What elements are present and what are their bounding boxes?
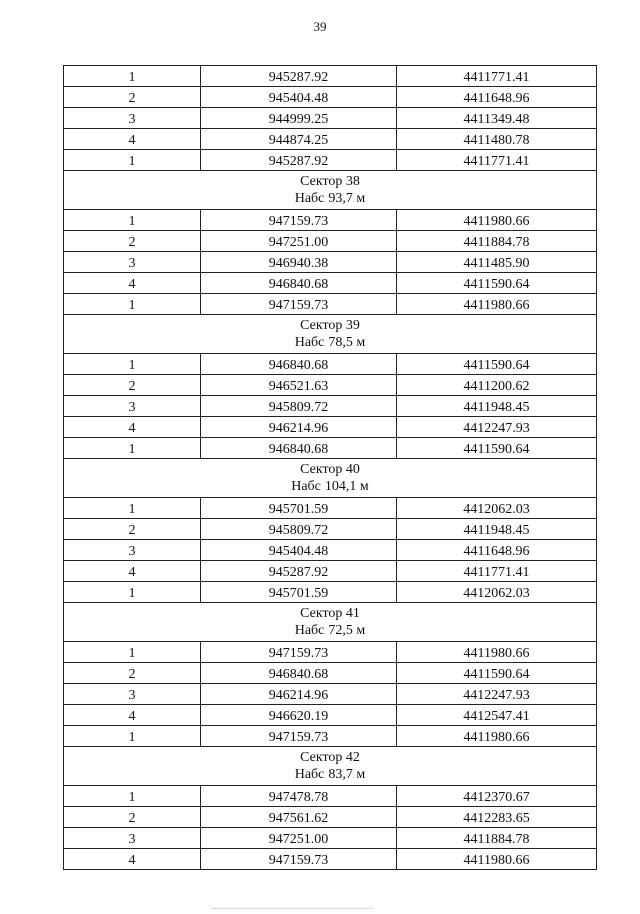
table-row (64, 150, 597, 171)
table-row (64, 210, 597, 231)
sector-height-value: 104,1 м (324, 479, 369, 494)
table-row (64, 66, 597, 87)
page-number: 39 (313, 19, 327, 34)
x-coordinate-cell: 946214.96 (201, 684, 397, 705)
sector-header-row (64, 603, 597, 642)
table-row (64, 540, 597, 561)
sector-title: Сектор 38 (300, 174, 360, 189)
sector-title: Сектор 41 (300, 606, 360, 621)
point-number-cell: 2 (64, 87, 201, 108)
y-coordinate-cell: 4411884.78 (397, 231, 597, 252)
sector-height (64, 334, 596, 351)
table-row (64, 231, 597, 252)
sector-header-cell (64, 747, 597, 786)
x-coordinate-cell: 947561.62 (201, 807, 397, 828)
table-row (64, 726, 597, 747)
y-coordinate-cell: 4411980.66 (397, 210, 597, 231)
table-row (64, 129, 597, 150)
table-row (64, 828, 597, 849)
table-row (64, 87, 597, 108)
y-coordinate-cell: 4411480.78 (397, 129, 597, 150)
table-row (64, 108, 597, 129)
point-number-cell: 3 (64, 684, 201, 705)
point-number-cell: 4 (64, 849, 201, 870)
coordinates-table-body (64, 66, 597, 870)
y-coordinate-cell: 4412283.65 (397, 807, 597, 828)
sector-header-cell (64, 315, 597, 354)
point-number-cell: 3 (64, 252, 201, 273)
coordinates-table (63, 65, 597, 870)
y-coordinate-cell: 4411980.66 (397, 726, 597, 747)
sector-header-row (64, 459, 597, 498)
point-number-cell: 3 (64, 540, 201, 561)
table-row (64, 438, 597, 459)
sector-height-value: 93,7 м (328, 191, 366, 206)
x-coordinate-cell: 946840.68 (201, 354, 397, 375)
x-coordinate-cell: 946521.63 (201, 375, 397, 396)
point-number-cell: 3 (64, 396, 201, 417)
point-number-cell: 3 (64, 108, 201, 129)
table-row (64, 849, 597, 870)
sector-height-label: Набс (291, 479, 321, 494)
table-row (64, 375, 597, 396)
table-row (64, 705, 597, 726)
x-coordinate-cell: 947159.73 (201, 294, 397, 315)
x-coordinate-cell: 946620.19 (201, 705, 397, 726)
y-coordinate-cell: 4411590.64 (397, 273, 597, 294)
point-number-cell: 1 (64, 786, 201, 807)
x-coordinate-cell: 945701.59 (201, 582, 397, 603)
scan-edge-mark (212, 908, 372, 909)
sector-header-cell (64, 171, 597, 210)
x-coordinate-cell: 945287.92 (201, 561, 397, 582)
table-row (64, 417, 597, 438)
table-row (64, 582, 597, 603)
y-coordinate-cell: 4411980.66 (397, 849, 597, 870)
x-coordinate-cell: 946214.96 (201, 417, 397, 438)
y-coordinate-cell: 4412547.41 (397, 705, 597, 726)
y-coordinate-cell: 4411771.41 (397, 561, 597, 582)
x-coordinate-cell: 947159.73 (201, 642, 397, 663)
point-number-cell: 3 (64, 828, 201, 849)
x-coordinate-cell: 945287.92 (201, 150, 397, 171)
y-coordinate-cell: 4412062.03 (397, 498, 597, 519)
table-row (64, 684, 597, 705)
point-number-cell: 1 (64, 150, 201, 171)
x-coordinate-cell: 944874.25 (201, 129, 397, 150)
y-coordinate-cell: 4411485.90 (397, 252, 597, 273)
sector-header-row (64, 171, 597, 210)
table-row (64, 498, 597, 519)
point-number-cell: 2 (64, 519, 201, 540)
y-coordinate-cell: 4411948.45 (397, 519, 597, 540)
point-number-cell: 4 (64, 417, 201, 438)
point-number-cell: 1 (64, 438, 201, 459)
x-coordinate-cell: 947251.00 (201, 231, 397, 252)
sector-height-label: Набс (294, 767, 325, 782)
x-coordinate-cell: 946840.68 (201, 273, 397, 294)
point-number-cell: 1 (64, 582, 201, 603)
sector-height (64, 190, 596, 207)
point-number-cell: 2 (64, 231, 201, 252)
y-coordinate-cell: 4411590.64 (397, 438, 597, 459)
sector-title: Сектор 42 (300, 750, 360, 765)
point-number-cell: 4 (64, 705, 201, 726)
y-coordinate-cell: 4411771.41 (397, 150, 597, 171)
y-coordinate-cell: 4411980.66 (397, 294, 597, 315)
table-row (64, 642, 597, 663)
sector-height-label: Набс (294, 623, 325, 638)
table-row (64, 252, 597, 273)
point-number-cell: 1 (64, 354, 201, 375)
sector-header-row (64, 315, 597, 354)
y-coordinate-cell: 4411980.66 (397, 642, 597, 663)
x-coordinate-cell: 947478.78 (201, 786, 397, 807)
y-coordinate-cell: 4412247.93 (397, 684, 597, 705)
x-coordinate-cell: 947159.73 (201, 210, 397, 231)
y-coordinate-cell: 4411349.48 (397, 108, 597, 129)
sector-height (64, 766, 596, 783)
sector-height-label: Набс (294, 191, 325, 206)
point-number-cell: 2 (64, 807, 201, 828)
x-coordinate-cell: 945404.48 (201, 87, 397, 108)
sector-height-value: 83,7 м (328, 767, 366, 782)
point-number-cell: 2 (64, 663, 201, 684)
y-coordinate-cell: 4411200.62 (397, 375, 597, 396)
sector-height-value: 72,5 м (328, 623, 366, 638)
sector-height-label: Набс (294, 335, 325, 350)
y-coordinate-cell: 4411590.64 (397, 663, 597, 684)
point-number-cell: 4 (64, 129, 201, 150)
point-number-cell: 1 (64, 66, 201, 87)
table-row (64, 561, 597, 582)
table-row (64, 663, 597, 684)
x-coordinate-cell: 946940.38 (201, 252, 397, 273)
table-row (64, 519, 597, 540)
x-coordinate-cell: 944999.25 (201, 108, 397, 129)
x-coordinate-cell: 946840.68 (201, 438, 397, 459)
sector-height (64, 622, 596, 639)
sector-title: Сектор 39 (300, 318, 360, 333)
y-coordinate-cell: 4411648.96 (397, 87, 597, 108)
y-coordinate-cell: 4411948.45 (397, 396, 597, 417)
x-coordinate-cell: 947159.73 (201, 726, 397, 747)
table-row (64, 354, 597, 375)
point-number-cell: 1 (64, 498, 201, 519)
y-coordinate-cell: 4411884.78 (397, 828, 597, 849)
x-coordinate-cell: 945701.59 (201, 498, 397, 519)
table-row (64, 273, 597, 294)
table-row (64, 294, 597, 315)
x-coordinate-cell: 945404.48 (201, 540, 397, 561)
y-coordinate-cell: 4411771.41 (397, 66, 597, 87)
y-coordinate-cell: 4412247.93 (397, 417, 597, 438)
x-coordinate-cell: 945809.72 (201, 519, 397, 540)
sector-title: Сектор 40 (300, 462, 360, 477)
point-number-cell: 1 (64, 726, 201, 747)
point-number-cell: 1 (64, 210, 201, 231)
y-coordinate-cell: 4412062.03 (397, 582, 597, 603)
sector-height (64, 478, 596, 495)
point-number-cell: 1 (64, 294, 201, 315)
sector-header-cell (64, 603, 597, 642)
point-number-cell: 4 (64, 561, 201, 582)
table-row (64, 786, 597, 807)
point-number-cell: 2 (64, 375, 201, 396)
x-coordinate-cell: 947251.00 (201, 828, 397, 849)
sector-height-value: 78,5 м (328, 335, 366, 350)
table-row (64, 807, 597, 828)
x-coordinate-cell: 945809.72 (201, 396, 397, 417)
point-number-cell: 1 (64, 642, 201, 663)
y-coordinate-cell: 4412370.67 (397, 786, 597, 807)
sector-header-row (64, 747, 597, 786)
point-number-cell: 4 (64, 273, 201, 294)
table-row (64, 396, 597, 417)
y-coordinate-cell: 4411590.64 (397, 354, 597, 375)
x-coordinate-cell: 945287.92 (201, 66, 397, 87)
sector-header-cell (64, 459, 597, 498)
y-coordinate-cell: 4411648.96 (397, 540, 597, 561)
x-coordinate-cell: 946840.68 (201, 663, 397, 684)
x-coordinate-cell: 947159.73 (201, 849, 397, 870)
